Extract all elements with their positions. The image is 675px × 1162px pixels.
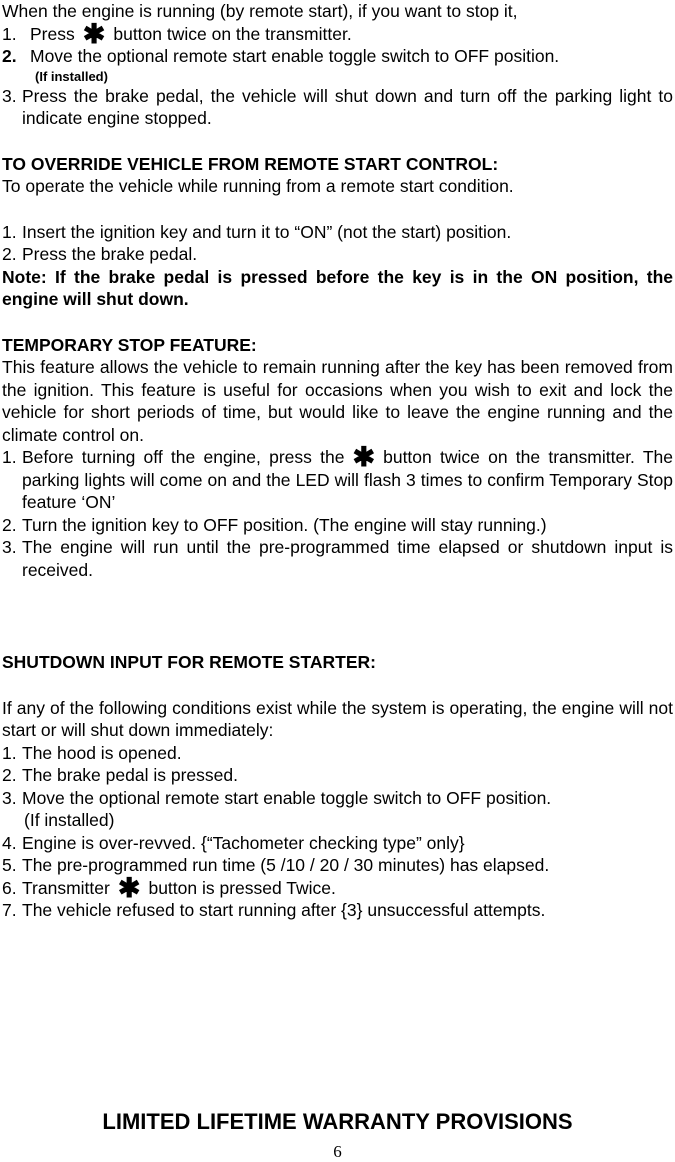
list-text: Turn the ignition key to OFF position. (The engine will stay running.) (22, 514, 547, 535)
shutdown-item-4 (2, 832, 673, 855)
list-number: 2. (2, 244, 17, 264)
shutdown-item-5 (2, 854, 673, 877)
list-number: 3. (2, 85, 17, 106)
list-text: The vehicle refused to start running after {3} unsuccessful attempts. (22, 900, 546, 920)
override-intro: To operate the vehicle while running from a remote start condition. (2, 176, 514, 196)
if-installed-note: (If installed) (24, 810, 115, 830)
stop-item-3 (2, 85, 673, 130)
list-text: Press the brake pedal, the vehicle will shut down and turn off the parking light to indicate engine stopped. (22, 85, 673, 128)
warranty-heading: LIMITED LIFETIME WARRANTY PROVISIONS (102, 1109, 573, 1134)
list-number: 7. (2, 900, 17, 920)
temp-stop-item-2 (2, 514, 673, 537)
override-heading: TO OVERRIDE VEHICLE FROM REMOTE START CONTROL: (2, 153, 499, 174)
temp-stop-item-3 (2, 536, 673, 581)
list-text: button is pressed Twice. (148, 877, 336, 898)
stop-item-1 (2, 18, 673, 49)
list-text: Transmitter (22, 877, 110, 898)
shutdown-intro: If any of the following conditions exist while the system is operating, the engine will not start or will shut down immediately: (2, 697, 673, 740)
page-number: 6 (333, 1142, 342, 1161)
list-number: 1. (2, 23, 17, 44)
list-number: 2. (2, 765, 17, 785)
list-number: 5. (2, 855, 17, 875)
star-button-icon: ✱ (82, 18, 106, 49)
temp-stop-heading: TEMPORARY STOP FEATURE: (2, 334, 257, 355)
override-item-1 (2, 221, 673, 244)
list-text: The brake pedal is pressed. (22, 765, 238, 785)
list-text: button twice on the transmitter. (113, 23, 352, 44)
list-number: 1. (2, 221, 17, 242)
override-item-2 (2, 243, 673, 266)
list-number: 2. (2, 514, 17, 535)
list-text: Engine is over-revved. {“Tachometer checking type” only} (22, 832, 465, 853)
shutdown-item-7 (2, 899, 673, 922)
list-number: 3. (2, 787, 17, 808)
temp-stop-intro: This feature allows the vehicle to remain running after the key has been removed from the ignition. This feature is useful for occasions when you wish to exit and lock the vehicle for short periods of time, but would like to leave the engine running and the climate control on. (2, 357, 673, 445)
list-text: Move the optional remote start enable toggle switch to OFF position. (22, 787, 552, 808)
list-number: 4. (2, 832, 17, 853)
shutdown-heading: SHUTDOWN INPUT FOR REMOTE STARTER: (2, 652, 376, 672)
shutdown-item-3 (2, 787, 673, 810)
list-text: The pre-programmed run time (5 /10 / 20 / 30 minutes) has elapsed. (22, 855, 550, 875)
list-text: Press (30, 23, 75, 44)
list-number: 2. (2, 46, 17, 66)
list-number: 1. (2, 447, 17, 467)
list-number: 6. (2, 877, 17, 898)
temp-stop-item-1 (2, 442, 673, 514)
list-text: The hood is opened. (22, 742, 182, 763)
list-text: button twice on the transmitter. The parking lights will come on and the LED will flash 3 times to confirm Temporary Stop feature ‘ON’ (22, 447, 673, 512)
list-text: Before turning off the engine, press the (22, 447, 345, 467)
list-text: The engine will run until the pre-programmed time elapsed or shutdown input is received. (22, 537, 673, 580)
list-number: 1. (2, 742, 17, 763)
list-text: Press the brake pedal. (22, 244, 198, 264)
page-content (2, 0, 673, 922)
if-installed-note: (If installed) (35, 68, 108, 84)
stop-intro: When the engine is running (by remote start), if you want to stop it, (2, 1, 518, 21)
list-text: Move the optional remote start enable toggle switch to OFF position. (30, 46, 560, 66)
star-button-icon: ✱ (352, 442, 376, 472)
shutdown-item-2 (2, 764, 673, 787)
list-text: Insert the ignition key and turn it to “ON” (not the start) position. (22, 221, 512, 242)
list-number: 3. (2, 537, 17, 557)
shutdown-item-6 (2, 872, 673, 903)
shutdown-item-1 (2, 742, 673, 765)
star-button-icon: ✱ (117, 872, 141, 903)
stop-item-2 (2, 45, 673, 68)
override-note: Note: If the brake pedal is pressed before the key is in the ON position, the engine will shut down. (2, 266, 673, 309)
